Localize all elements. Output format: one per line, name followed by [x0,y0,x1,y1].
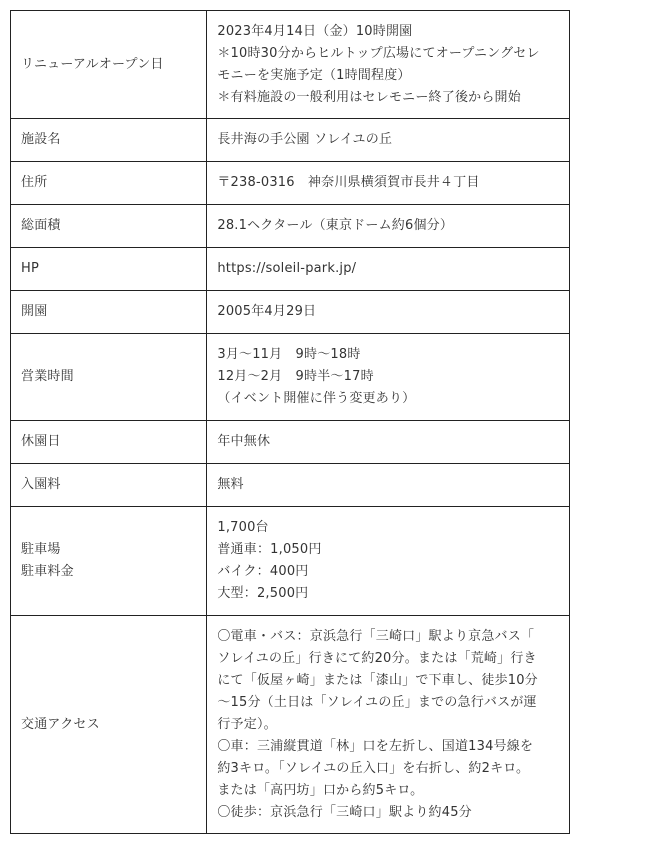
value-line: にて「仮屋ヶ崎」または「漆山」で下車し、徒歩10分 [217,672,538,688]
value-line: 〇徒歩：京浜急行「三崎口」駅より約45分 [217,804,472,820]
label-cell [11,291,207,334]
value-cell [207,616,570,834]
value-line: モニーを実施予定（1時間程度） [217,67,411,83]
value-line: バイク：400円 [217,564,309,579]
row-label: 開園 [21,304,48,319]
row-address [11,162,570,205]
row-total-area [11,205,570,248]
row-admission [11,464,570,507]
row-access [11,616,570,834]
value-line: 大型：2,500円 [217,586,309,601]
value-cell [207,11,570,119]
value-cell [207,464,570,507]
row-label: 休園日 [21,434,61,449]
label-cell [11,464,207,507]
value-line: ＊有料施設の一般利用はセレモニー終了後から開始 [217,89,521,105]
row-facility-name [11,119,570,162]
homepage-url: https://soleil-park.jp/ [217,261,357,276]
row-closed-days [11,421,570,464]
value-line: 約3キロ。「ソレイユの丘入口」を右折し、約2キロ。 [217,760,530,776]
value-line: 〒238-0316 神奈川県横須賀市長井４丁目 [217,175,480,190]
label-cell [11,421,207,464]
row-label: 交通アクセス [21,716,100,732]
row-label: 入園料 [21,477,61,492]
row-label: 総面積 [21,218,61,233]
value-line: （イベント開催に伴う変更あり） [217,391,416,406]
label-cell [11,507,207,616]
row-business-hours [11,334,570,421]
label-cell [11,162,207,205]
label-cell [11,334,207,421]
value-line: 1,700台 [217,520,269,535]
value-cell [207,421,570,464]
row-parking [11,507,570,616]
row-label: 駐車料金 [21,564,74,579]
value-line: 2023年4月14日（金）10時開園 [217,23,413,39]
row-label: 営業時間 [21,369,74,384]
value-line: 28.1ヘクタール（東京ドーム約6個分） [217,218,454,233]
row-label: 住所 [21,175,48,190]
row-label: 駐車場 [21,542,61,557]
label-cell [11,119,207,162]
facility-info-table [10,10,570,834]
value-line: 行予定）。 [217,716,277,732]
value-line: ソレイユの丘」行きにて約20分。または「荒崎」行き [217,650,537,666]
value-line: 2005年4月29日 [217,304,317,319]
value-line: ＊10時30分からヒルトップ広場にてオープニングセレ [217,45,540,61]
label-cell [11,248,207,291]
label-cell [11,205,207,248]
value-line: または「高円坊」口から約5キロ。 [217,782,424,798]
value-line: 〇電車・バス：京浜急行「三崎口」駅より京急バス「 [217,628,535,644]
label-cell [11,11,207,119]
value-line: 3月～11月 9時～18時 [217,347,361,362]
value-cell [207,162,570,205]
value-cell [207,334,570,421]
value-cell [207,507,570,616]
value-line: 無料 [217,477,244,492]
value-line: ～15分（土日は「ソレイユの丘」までの急行バスが運 [217,694,537,710]
value-line: 〇車：三浦縦貫道「林」口を左折し、国道134号線を [217,738,534,754]
row-opened [11,291,570,334]
value-line: 普通車：1,050円 [217,542,322,557]
value-cell [207,119,570,162]
row-homepage [11,248,570,291]
value-line: 12月～2月 9時半～17時 [217,369,374,384]
value-cell [207,291,570,334]
value-cell [207,248,570,291]
value-cell [207,205,570,248]
value-line: 長井海の手公園 ソレイユの丘 [217,132,393,147]
row-label: 施設名 [21,132,61,147]
row-label: HP [21,261,40,276]
row-renewal-open [11,11,570,119]
facility-info-container [10,10,570,834]
label-cell [11,616,207,834]
value-line: 年中無休 [217,434,271,449]
row-label: リニューアルオープン日 [21,56,164,72]
